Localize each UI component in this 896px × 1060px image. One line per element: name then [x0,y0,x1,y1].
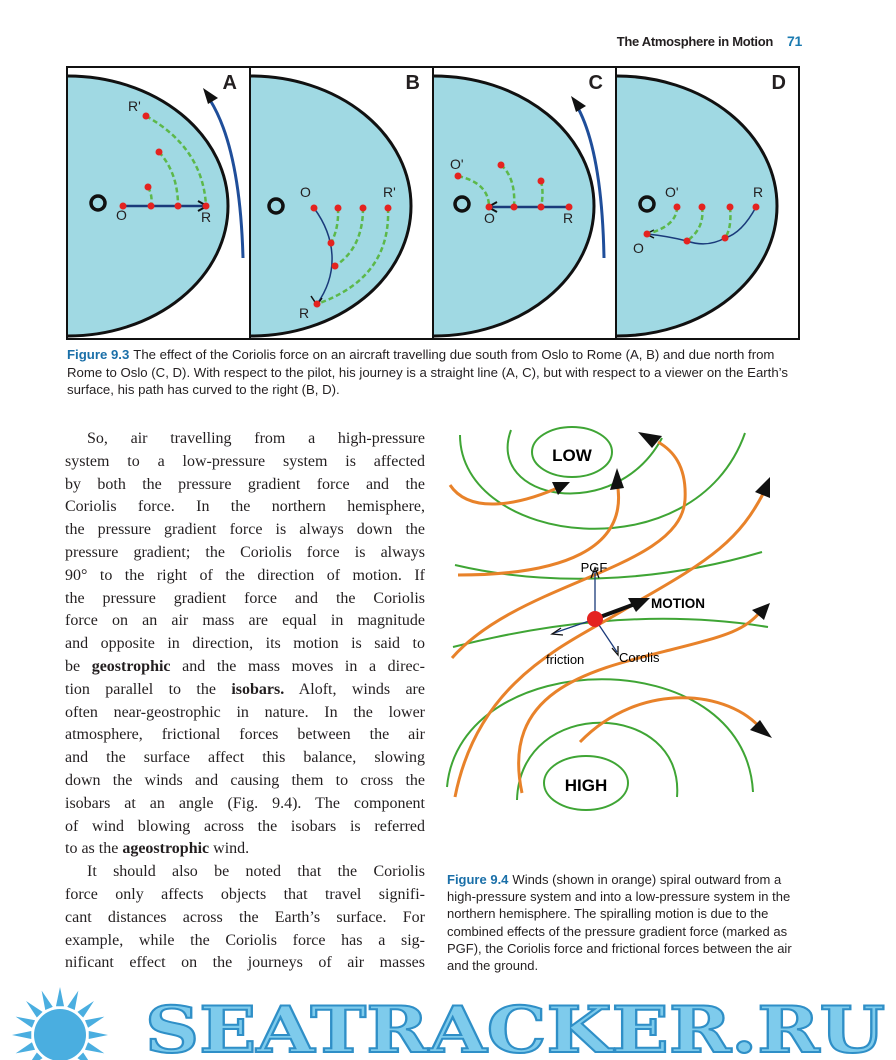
wind-arrowheads [552,432,772,738]
text-line [65,770,425,793]
text-line [65,588,425,611]
text-segment: example, while the Coriolis force has a sig- [65,931,425,949]
text-segment: 90° to the right of the direction of motion. If [65,566,425,584]
bold-term: ageostrophic [122,840,210,858]
point-label: O [300,184,311,200]
point-label: O [116,207,127,223]
panel-d-diagram [617,68,798,338]
sun-ray [12,1031,31,1039]
text-line [65,793,425,816]
text-line [65,838,425,861]
text-segment: and the surface affect this balance, slowing [65,749,425,767]
high-label: HIGH [564,776,608,795]
point-label: R [753,184,764,200]
friction-label: friction [546,652,585,667]
figure-9-3 [66,66,800,340]
low-label: LOW [552,446,592,465]
text-segment: often near-geostrophic in nature. In the lower [65,703,425,721]
text-line [65,747,425,770]
text-line [65,679,425,702]
text-line [65,884,425,907]
text-segment: atmosphere, frictional forces between the air [65,726,425,744]
sun-ray [26,1001,42,1017]
text-segment: tion parallel to the [65,680,232,698]
point-label: O' [665,184,679,200]
sun-ray [16,1017,35,1028]
text-segment: and the mass moves in a direc- [170,657,425,675]
panel-b-diagram [251,68,434,338]
text-segment: be [65,657,92,675]
figure-9-4 [440,420,800,830]
text-line [65,428,425,451]
text-line [65,816,425,839]
text-segment: the pressure gradient force is always down the [65,521,425,539]
sun-logo-icon [12,987,108,1060]
bold-term: geostrophic [91,657,171,675]
text-segment: So, air travelling from a high-pressure [87,430,425,447]
panel-a [68,68,251,338]
text-segment: isobars at an angle (Fig. 9.4). The component [65,794,425,812]
point-label: R [299,305,310,321]
caption-number: Figure 9.4 [447,872,509,887]
motion-label: MOTION [651,596,705,611]
page-number: 71 [787,33,802,49]
sun-ray [89,1031,108,1039]
text-segment: force only affects objects that travel signifi- [65,885,425,903]
text-line [65,861,425,884]
text-segment: cant distances across the Earth’s surface. For [65,908,425,926]
text-line [65,610,425,633]
sun-ray [16,1042,35,1053]
point-label: R' [128,98,141,114]
panel-letter: D [771,72,786,94]
figure-9-3-caption [67,346,802,399]
text-line [65,656,425,679]
caption-number: Figure 9.3 [67,347,130,362]
running-header [617,33,802,49]
air-mass-dot [587,611,603,627]
text-line [65,542,425,565]
sun-ray [26,1052,42,1060]
sun-ray [85,1042,104,1053]
text-line [65,496,425,519]
text-segment: to as the [65,840,123,858]
sun-ray [77,1001,93,1017]
text-segment: Coriolis force. In the northern hemisphere, [65,498,425,516]
sun-ray [85,1017,104,1028]
text-line [65,474,425,497]
pgf-label: PGF [580,560,608,575]
caption-text: Winds (shown in orange) spiral outward from a high-pressure system and into a low-pressure system in the northern hemisphere. The spiralling motion is due to the combined effects of the pressure gradient force (marked as PGF), the Coriolis force and frictional forces between the air and the ground. [447,872,792,974]
panel-c-diagram [434,68,617,338]
text-segment: pressure gradient; the Coriolis force is always [65,543,425,561]
figure-9-4-caption [447,871,807,974]
watermark [0,980,896,1060]
text-segment: nificant effect on the journeys of air masses [65,954,425,972]
sun-ray [77,1052,93,1060]
point-label: O [484,210,495,226]
point-label: O' [450,156,464,172]
running-title: The Atmosphere in Motion [616,34,774,49]
sun-ray [42,991,53,1010]
text-line [65,633,425,656]
text-segment: of wind blowing across the isobars is referred [65,817,425,835]
panel-letter: C [588,72,603,94]
caption-text: The effect of the Coriolis force on an aircraft travelling due south from Oslo to Rome (A, B) and due north from Rome to Oslo (C, D). With respect to the pilot, his journey is a straight line (A, C), but with respect to a viewer on the Earth’s surface, his path has curved to the right (B, D). [67,347,788,397]
text-segment: system to a low-pressure system is affected [65,452,425,470]
sun-ray [56,987,64,1006]
panel-c [434,68,617,338]
watermark-text: SEATRACKER.RU [145,993,885,1060]
text-segment: and opposite in direction, its motion is said to [65,635,425,653]
wind-paths [450,442,765,797]
text-line [65,565,425,588]
panel-d [617,68,798,338]
point-label: O [633,240,644,256]
panel-letter: A [222,72,237,94]
text-segment: down the winds and causing them to cross the [65,771,425,789]
bold-term: isobars. [231,680,285,698]
text-line [65,519,425,542]
body-text [65,428,425,975]
text-line [65,930,425,953]
panel-letter: B [405,72,420,94]
point-label: R [563,210,574,226]
panel-b [251,68,434,338]
panel-a-diagram [68,68,251,338]
text-segment: It should also be noted that the Coriolis [87,863,425,881]
coriolis-label: Corolis [619,650,660,665]
text-line [65,724,425,747]
text-line [65,451,425,474]
text-segment: Aloft, winds are [284,680,425,698]
text-line [65,952,425,975]
text-segment: force on an air mass are equal in magnitude [65,612,425,630]
text-segment: by both the pressure gradient force and the [65,475,425,493]
text-segment: wind. [209,840,250,858]
point-label: R' [383,184,396,200]
text-segment: the pressure gradient force and the Coriolis [65,589,425,607]
text-line [65,702,425,725]
text-line [65,907,425,930]
sun-ray [67,991,78,1010]
point-label: R [201,209,212,225]
